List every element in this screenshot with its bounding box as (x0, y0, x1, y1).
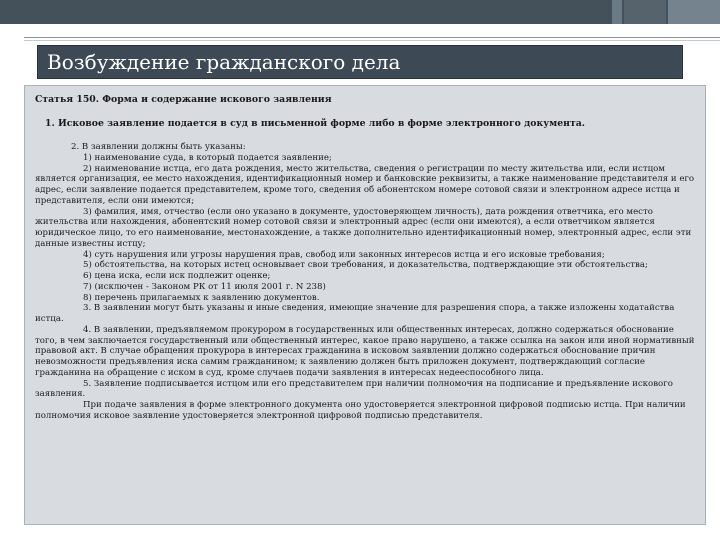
top-bar (0, 0, 720, 24)
top-bar-accent (624, 0, 666, 24)
point-1: 1. Исковое заявление подается в суд в письменной форме либо в форме электронного документа. (45, 118, 585, 129)
divider-line (24, 40, 720, 41)
article-heading: Статья 150. Форма и содержание искового заявления (35, 94, 332, 105)
paragraph: 5. Заявление подписывается истцом или его представителем при наличии полномочия на подписание и предъявление искового заявления. (35, 378, 673, 400)
paragraph: 4) суть нарушения или угрозы нарушения прав, свобод или законных интересов истца и его исковые требования; (83, 249, 605, 260)
top-bar-accent (668, 0, 720, 24)
paragraph: 6) цена иска, если иск подлежит оценке; (83, 271, 271, 281)
divider-line (24, 37, 720, 38)
paragraph: 4. В заявлении, предъявляемом прокурором в государственных или общественных интересах, должно содержаться обоснование того, в чем заключается государственный или общественный интерес, какое право нарушено, а также ссылка на закон или иной нормативный правовой акт. В случае обращения прокурора в интересах гражданина в исковом заявлении должно содержаться обоснование причин невозможности предъявления иска самим гражданином; к заявлению должен быть приложен документ, подтверждающий согласие гражданина на обращение с иском в суд, кроме случаев подачи заявления в интересах недееспособного лица. (35, 324, 695, 378)
paragraph: 2. В заявлении должны быть указаны: (71, 142, 246, 152)
slide-title: Возбуждение гражданского дела (37, 45, 683, 79)
paragraph: 8) перечень прилагаемых к заявлению документов. (83, 292, 320, 303)
paragraph: 7) (исключен - Законом РК от 11 июля 2001 г. N 238) (83, 281, 326, 292)
paragraph: При подаче заявления в форме электронного документа оно удостоверяется электронной цифровой подписью истца. При наличии полномочия исковое заявление удостоверяется электронной цифровой подписью представителя. (35, 400, 686, 421)
paragraph: 3. В заявлении могут быть указаны и иные сведения, имеющие значение для разрешения спора, а также изложены ходатайства истца. (35, 303, 675, 324)
paragraph: 1) наименование суда, в который подается заявление; (83, 152, 332, 163)
article-body (35, 142, 695, 422)
paragraph: 3) фамилия, имя, отчество (если оно указано в документе, удостоверяющем личность), дата рождения ответчика, его место жительства или нахождения, абонентский номер сотовой связи и электронный адрес (если они имеются), а если ответчиком является юридическое лицо, то его наименование, местонахождение, а также дополнительно идентификационный номер, электронный адрес, если эти данные известны истцу; (35, 206, 692, 249)
paragraph: 2) наименование истца, его дата рождения, место жительства, сведения о регистрации по месту жительства или, если истцом является организация, ее место нахождения, идентификационный номер и банковские реквизиты, а также наименование представителя и его адрес, если заявление подается представителем, кроме того, сведения об абонентском номере сотовой связи и электронном адресе истца и представителя, если они имеются; (35, 163, 695, 206)
content-panel (24, 85, 706, 525)
top-bar-accent (612, 0, 622, 24)
paragraph: 5) обстоятельства, на которых истец основывает свои требования, и доказательства, подтверждающие эти обстоятельства; (83, 260, 648, 271)
